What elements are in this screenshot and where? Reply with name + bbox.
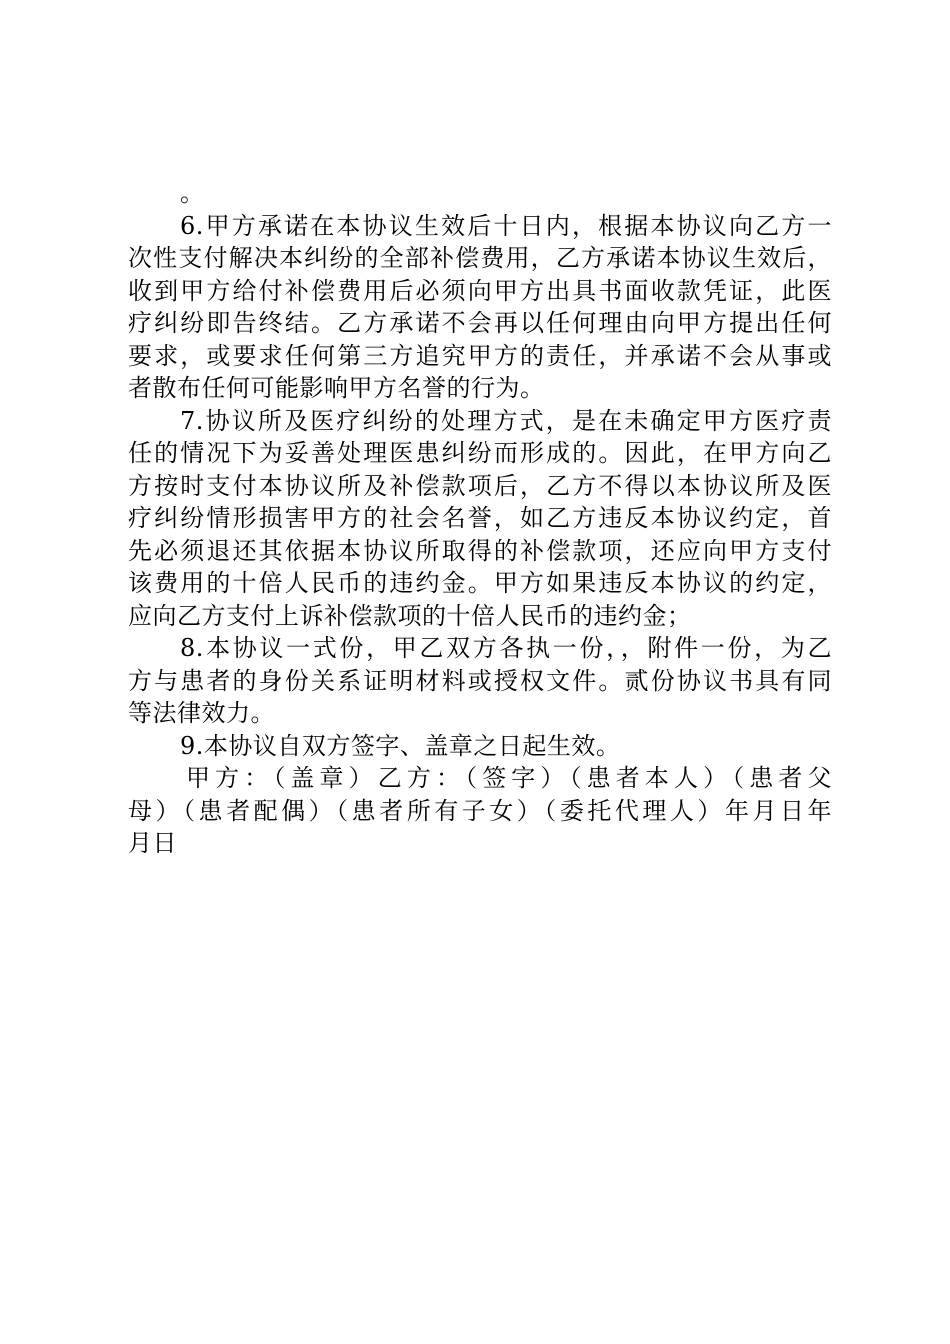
clause-6-line: 6.甲方承诺在本协议生效后十日内，根据本协议向乙方一 — [180, 211, 832, 240]
clause-8-line: 方与患者的身份关系证明材料或授权文件。贰份协议书具有同 — [128, 666, 832, 695]
clause-7-line: 先必须退还其依据本协议所取得的补偿款项，还应向甲方支付 — [128, 536, 832, 565]
clause-8-line: 8.本协议一式份，甲乙双方各执一份，，附件一份，为乙 — [180, 634, 832, 662]
clause-8-line: 等法律效力。 — [128, 699, 275, 727]
document-body — [128, 177, 832, 860]
clause-9-line: 9.本协议自双方签字、盖章之日起生效。 — [180, 731, 621, 760]
clause-7-line: 任的情况下为妥善处理医患纠纷而形成的。因此，在甲方向乙 — [128, 439, 832, 467]
clause-7-line: 方按时支付本协议所及补偿款项后，乙方不得以本协议所及医 — [128, 471, 832, 500]
clause-6-line: 者散布任何可能影响甲方名誉的行为。 — [128, 374, 545, 402]
clause-7-line: 疗纠纷情形损害甲方的社会名誉，如乙方违反本协议约定，首 — [128, 504, 832, 532]
text-line: 。 — [180, 179, 205, 207]
clause-7-line: 7.协议所及医疗纠纷的处理方式，是在未确定甲方医疗责 — [180, 406, 832, 435]
clause-6-line: 要求，或要求任何第三方追究甲方的责任，并承诺不会从事或 — [128, 341, 832, 370]
clause-6-line: 次性支付解决本纠纷的全部补偿费用，乙方承诺本协议生效后， — [128, 244, 832, 272]
clause-6-line: 收到甲方给付补偿费用后必须向甲方出具书面收款凭证，此医 — [128, 276, 832, 305]
signature-line: 甲方：（盖章）乙方：（签字）（患者本人）（患者父 — [186, 764, 832, 792]
clause-7-line: 该费用的十倍人民币的违约金。甲方如果违反本协议的约定， — [128, 569, 832, 597]
signature-line: 母）（患者配偶）（患者所有子女）（委托代理人）年月日年 — [128, 796, 832, 825]
signature-line: 月日 — [128, 829, 177, 857]
clause-7-line: 应向乙方支付上诉补偿款项的十倍人民币的违约金； — [128, 601, 692, 630]
clause-6-line: 疗纠纷即告终结。乙方承诺不会再以任何理由向甲方提出任何 — [128, 309, 832, 337]
